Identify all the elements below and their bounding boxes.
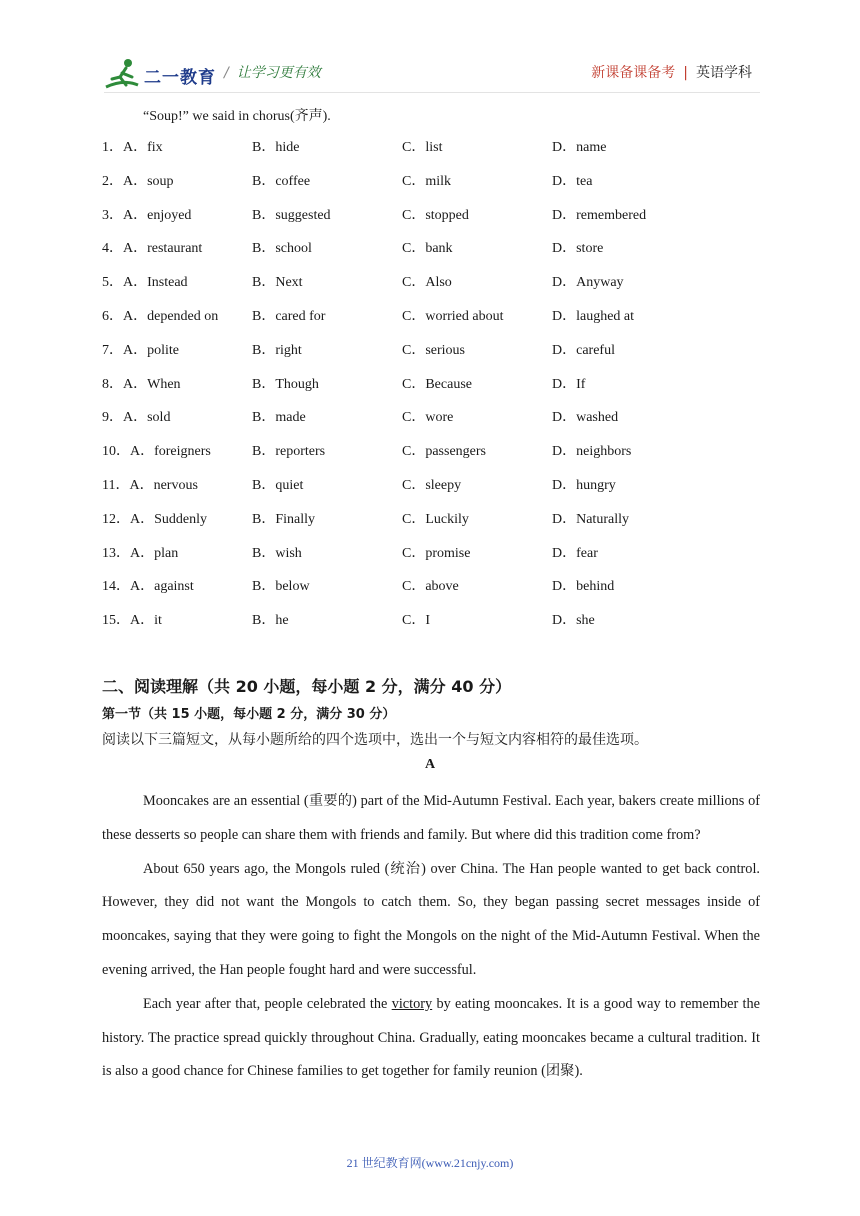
question-row: [102, 307, 762, 341]
option-b: B．reporters: [252, 444, 326, 460]
header-label-course: 新课备课备考: [591, 65, 676, 81]
option-a: 9．A．sold: [102, 410, 171, 426]
paragraph-2: About 650 years ago, the Mongols ruled (统治) over China. The Han people wanted to get back control. However, they did not want the Mongols to catch them. So, they began passing secret messages inside of mooncakes, saying that they were going to fight the Mongols on the night of the Mid-Autumn Festival. When the evening arrived, the Han people fought hard and were successful.: [102, 860, 760, 978]
option-d: D．Naturally: [552, 511, 629, 527]
option-b: B．below: [252, 579, 310, 595]
option-a: 4．A．restaurant: [102, 241, 203, 257]
quote-line: “Soup!” we said in chorus(齐声).: [143, 109, 331, 124]
header-separator: |: [683, 65, 688, 81]
option-a: 14．A．against: [102, 579, 194, 595]
option-a: 11．A．nervous: [102, 477, 198, 493]
slogan-text: 让学习更有效: [236, 65, 321, 81]
option-b: B．cared for: [252, 308, 326, 324]
option-d: D．careful: [552, 342, 615, 358]
option-c: C．list: [402, 140, 443, 155]
header-label-subject: 英语学科: [696, 65, 752, 81]
option-d: D．fear: [552, 545, 598, 561]
option-d: D．If: [552, 376, 586, 392]
options-list: [102, 138, 762, 645]
option-b: B．right: [252, 342, 302, 358]
option-a: 13．A．plan: [102, 545, 179, 561]
option-a: 8．A．When: [102, 376, 181, 392]
option-b: B．he: [252, 613, 289, 629]
option-d: D．hungry: [552, 477, 616, 493]
option-b: B．hide: [252, 140, 300, 155]
section-title: 二、阅读理解（共 20 小题，每小题 2 分，满分 40 分）: [102, 677, 512, 696]
question-row: [102, 138, 762, 172]
option-a: 12．A．Suddenly: [102, 511, 207, 527]
question-row: [102, 544, 762, 578]
option-c: C．bank: [402, 241, 453, 257]
option-b: B．suggested: [252, 207, 331, 223]
option-c: C．milk: [402, 173, 452, 189]
question-row: [102, 510, 762, 544]
option-c: C．promise: [402, 545, 471, 561]
option-d: D．Anyway: [552, 275, 624, 291]
option-b: B．Next: [252, 275, 303, 291]
question-row: [102, 442, 762, 476]
question-row: [102, 341, 762, 375]
underlined-word: victory: [391, 995, 433, 1012]
option-a: 3．A．enjoyed: [102, 207, 192, 223]
option-c: C．serious: [402, 342, 465, 358]
question-row: [102, 172, 762, 206]
instructions: 阅读以下三篇短文，从每小题所给的四个选项中，选出一个与短文内容相符的最佳选项。: [102, 732, 648, 748]
paragraph-3-end: by eating mooncakes. It is a good way to remember the history. The practice spread quickly throughout China. Gradually, eating mooncakes became a cultural tradition. It is also a good chance for Chinese families to get together for family reunion (团聚).: [102, 995, 761, 1080]
option-d: D．behind: [552, 579, 615, 595]
option-a: 5．A．Instead: [102, 275, 188, 291]
paragraph-3: [102, 988, 760, 1089]
question-row: [102, 408, 762, 442]
option-d: D．laughed at: [552, 308, 635, 324]
option-b: B．coffee: [252, 173, 311, 189]
page-header: [0, 0, 860, 100]
option-d: D．store: [552, 241, 604, 257]
option-b: B．wish: [252, 545, 302, 561]
option-b: B．school: [252, 241, 312, 257]
option-c: C．Because: [402, 376, 472, 392]
option-c: C．worried about: [402, 308, 504, 324]
option-c: C．passengers: [402, 444, 486, 460]
option-b: B．Though: [252, 376, 319, 392]
option-d: D．she: [552, 613, 595, 629]
option-c: C．stopped: [402, 207, 469, 223]
option-a: 1．A．fix: [102, 140, 163, 155]
passage-body: [102, 785, 760, 1089]
logo-text: 二一教育: [144, 68, 216, 88]
slogan: / 让学习更有效: [224, 65, 321, 81]
option-a: 6．A．depended on: [102, 308, 219, 324]
option-b: B．made: [252, 410, 306, 426]
subsection-title: 第一节（共 15 小题，每小题 2 分，满分 30 分）: [102, 707, 396, 722]
question-row: [102, 577, 762, 611]
option-a: 10．A．foreigners: [102, 444, 211, 460]
option-d: D．name: [552, 140, 607, 155]
question-row: [102, 273, 762, 307]
header-divider: [104, 92, 760, 93]
option-d: D．remembered: [552, 207, 647, 223]
question-row: [102, 206, 762, 240]
option-d: D．washed: [552, 410, 619, 426]
header-right: [591, 62, 752, 82]
option-c: C．Also: [402, 275, 452, 291]
option-c: C．wore: [402, 410, 454, 426]
question-row: [102, 611, 762, 645]
question-row: [102, 239, 762, 273]
question-row: [102, 375, 762, 409]
question-row: [102, 476, 762, 510]
option-d: D．tea: [552, 173, 593, 189]
option-c: C．above: [402, 579, 459, 595]
page-footer: 21 世纪教育网(www.21cnjy.com): [346, 1156, 514, 1170]
option-b: B．Finally: [252, 511, 316, 527]
option-a: 7．A．polite: [102, 342, 179, 358]
option-a: 2．A．soup: [102, 173, 174, 189]
option-a: 15．A．it: [102, 613, 162, 629]
option-d: D．neighbors: [552, 444, 632, 460]
option-c: C．Luckily: [402, 511, 469, 527]
paragraph-3-start: Each year after that, people celebrated the: [143, 995, 392, 1012]
option-c: C．I: [402, 613, 430, 629]
option-c: C．sleepy: [402, 477, 462, 493]
passage-label: A: [424, 757, 436, 772]
option-b: B．quiet: [252, 477, 304, 493]
paragraph-1: Mooncakes are an essential (重要的) part of the Mid-Autumn Festival. Each year, bakers create millions of these desserts so people can share them with friends and family. But where did this tradition come from?: [102, 793, 760, 843]
